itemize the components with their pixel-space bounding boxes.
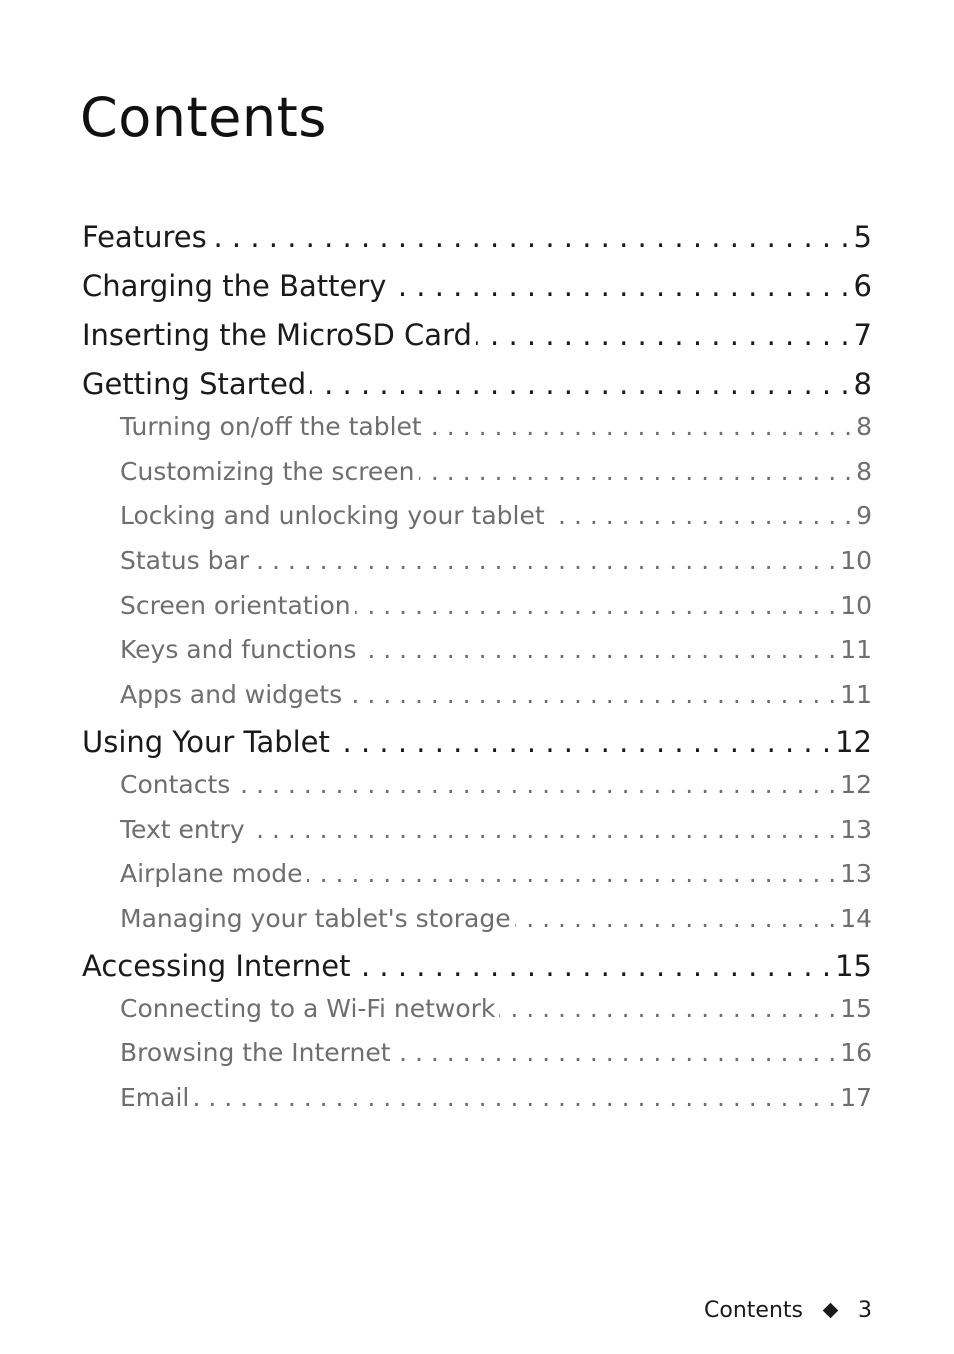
toc-section-entry[interactable] <box>82 457 872 502</box>
toc-section-entry[interactable] <box>82 412 872 457</box>
toc-entry-title: Text entry <box>120 814 245 844</box>
toc-entry-page-number: 12 <box>840 769 872 799</box>
toc-section-entry[interactable] <box>82 859 872 904</box>
toc-dot-leader <box>211 220 850 254</box>
toc-entry-title: Getting Started <box>82 367 307 401</box>
toc-entry-title: Screen orientation <box>120 590 351 620</box>
toc-entry-page-number: 11 <box>840 680 872 710</box>
toc-entry-title: Apps and widgets <box>120 680 343 710</box>
toc-chapter-entry[interactable] <box>82 220 872 269</box>
toc-dot-leader <box>426 412 852 441</box>
toc-dot-leader <box>310 367 849 401</box>
toc-entry-title: Accessing Internet <box>82 948 351 983</box>
toc-section-entry[interactable] <box>82 635 872 680</box>
page-footer <box>704 1298 872 1323</box>
toc-entry-page-number: 8 <box>853 367 872 401</box>
toc-entry-title: Inserting the MicroSD Card <box>82 318 472 352</box>
footer-section-label: Contents <box>704 1298 803 1323</box>
toc-section-entry[interactable] <box>82 994 872 1039</box>
toc-chapter-entry[interactable] <box>82 949 872 998</box>
toc-dot-leader <box>355 949 832 983</box>
toc-entry-title: Status bar <box>120 546 250 576</box>
toc-entry-title: Customizing the screen <box>120 456 415 486</box>
toc-section-entry[interactable] <box>82 904 872 949</box>
toc-entry-page-number: 14 <box>840 903 872 933</box>
toc-dot-leader <box>515 904 837 933</box>
toc-section-entry[interactable] <box>82 680 872 725</box>
toc-section-entry[interactable] <box>82 501 872 546</box>
toc-dot-leader <box>476 318 850 352</box>
toc-section-entry[interactable] <box>82 546 872 591</box>
table-of-contents <box>82 220 872 1128</box>
toc-entry-page-number: 5 <box>853 220 872 254</box>
toc-dot-leader <box>253 546 836 575</box>
toc-chapter-entry[interactable] <box>82 725 872 774</box>
toc-dot-leader <box>334 725 831 759</box>
toc-entry-title: Features <box>82 220 207 254</box>
toc-section-entry[interactable] <box>82 1083 872 1128</box>
toc-dot-leader <box>419 457 853 486</box>
toc-entry-title: Keys and functions <box>120 635 357 665</box>
toc-entry-page-number: 17 <box>840 1082 872 1112</box>
toc-section-entry[interactable] <box>82 770 872 815</box>
toc-entry-page-number: 7 <box>853 318 872 352</box>
toc-entry-title: Airplane mode <box>120 859 303 889</box>
toc-dot-leader <box>355 591 837 620</box>
toc-chapter-entry[interactable] <box>82 269 872 318</box>
toc-entry-page-number: 6 <box>853 269 872 303</box>
toc-chapter-entry[interactable] <box>82 367 872 416</box>
toc-entry-page-number: 10 <box>840 546 872 576</box>
toc-section-entry[interactable] <box>82 591 872 636</box>
toc-entry-title: Contacts <box>120 769 231 799</box>
toc-entry-page-number: 10 <box>840 590 872 620</box>
toc-entry-title: Using Your Tablet <box>82 724 330 759</box>
toc-entry-page-number: 8 <box>856 412 872 441</box>
toc-section-entry[interactable] <box>82 1038 872 1083</box>
toc-dot-leader <box>390 269 849 303</box>
toc-entry-title: Browsing the Internet <box>120 1038 391 1068</box>
toc-chapter-entry[interactable] <box>82 318 872 367</box>
toc-dot-leader <box>549 501 852 530</box>
toc-entry-title: Managing your tablet's storage <box>120 903 511 933</box>
toc-dot-leader <box>249 815 837 844</box>
toc-entry-page-number: 12 <box>835 724 872 759</box>
toc-dot-leader <box>193 1083 836 1112</box>
toc-entry-title: Turning on/off the tablet <box>120 412 422 441</box>
toc-entry-title: Connecting to a Wi-Fi network <box>120 993 496 1023</box>
toc-entry-page-number: 13 <box>840 859 872 889</box>
diamond-icon <box>823 1303 839 1319</box>
toc-entry-title: Email <box>120 1082 190 1112</box>
page-title: Contents <box>80 86 327 149</box>
toc-section-entry[interactable] <box>82 815 872 860</box>
toc-entry-title: Locking and unlocking your tablet <box>120 501 545 531</box>
toc-entry-page-number: 13 <box>840 814 872 844</box>
toc-entry-page-number: 9 <box>856 501 872 531</box>
toc-dot-leader <box>307 859 837 888</box>
toc-entry-page-number: 15 <box>840 993 872 1023</box>
footer-page-number: 3 <box>858 1298 872 1323</box>
toc-entry-page-number: 11 <box>840 635 872 665</box>
toc-entry-title: Charging the Battery <box>82 269 387 303</box>
toc-dot-leader <box>346 680 836 709</box>
toc-dot-leader <box>360 635 836 664</box>
toc-entry-page-number: 8 <box>856 456 872 486</box>
toc-dot-leader <box>234 770 836 799</box>
toc-dot-leader <box>499 994 836 1023</box>
toc-dot-leader <box>395 1038 837 1067</box>
toc-entry-page-number: 16 <box>840 1038 872 1068</box>
toc-entry-page-number: 15 <box>835 948 872 983</box>
